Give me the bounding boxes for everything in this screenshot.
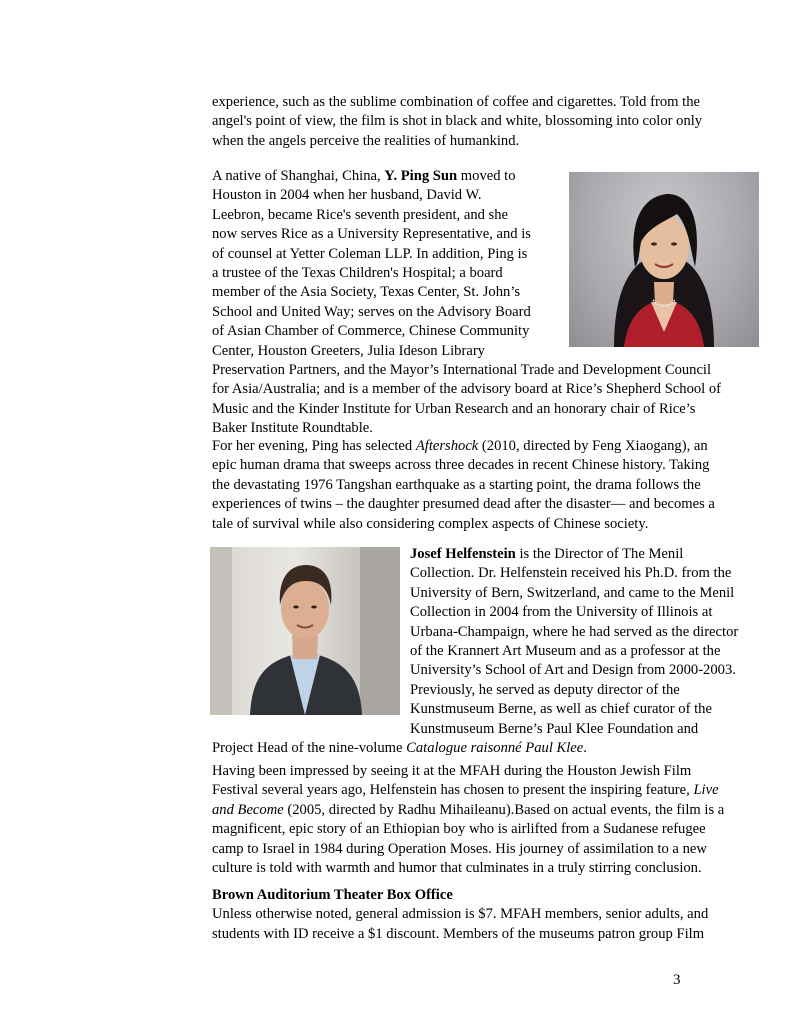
- film-title-part: Live: [693, 782, 719, 799]
- text-run: Festival several years ago, Helfenstein has chosen to present the inspiring feature,: [212, 782, 694, 799]
- text-line: [212, 801, 760, 820]
- text-run: moved to: [457, 168, 516, 184]
- text-line: when the angels perceive the realities of humankind.: [212, 132, 520, 149]
- text-run: For her evening, Ping has selected: [212, 438, 416, 454]
- text-line: culture is told with warmth and humor that culminates in a truly stirring conclusion.: [212, 860, 702, 877]
- text-line: of counsel at Yetter Coleman LLP. In addition, Ping is: [212, 245, 528, 262]
- text-line: University of Bern, Switzerland, and came to the Menil: [410, 584, 735, 601]
- page-number: 3: [673, 972, 681, 988]
- text-line: [212, 781, 760, 800]
- film-title-aftershock: Aftershock: [415, 438, 479, 454]
- text-line: [212, 167, 557, 186]
- text-line: of the Krannert Art Museum and as a professor at the: [410, 643, 721, 660]
- text-line: now serves Rice as a University Representative, and is: [212, 226, 531, 243]
- text-line: Kunstmuseum Berne, as well as chief curator of the: [410, 701, 712, 718]
- section-box-office: [212, 886, 760, 944]
- text-line: Urbana-Champaign, where he had served as the director: [410, 623, 739, 640]
- text-line: Unless otherwise noted, general admission is $7. MFAH members, senior adults, and: [212, 906, 709, 923]
- text-line: Houston in 2004 when her husband, David W.: [212, 187, 482, 204]
- text-line: [212, 437, 760, 456]
- text-run: (2010, directed by Feng Xiaogang), an: [478, 438, 708, 454]
- text-run: is the Director of The Menil: [515, 546, 684, 562]
- text-line: a trustee of the Texas Children's Hospital; a board: [212, 265, 503, 282]
- text-run: A native of Shanghai, China,: [212, 168, 385, 184]
- portrait-illustration: [569, 172, 759, 347]
- text-line: Collection. Dr. Helfenstein received his Ph.D. from the: [410, 565, 732, 582]
- text-line: Music and the Kinder Institute for Urban Research and an honorary chair of Rice’s: [212, 400, 696, 417]
- section-heading: Brown Auditorium Theater Box Office: [212, 887, 453, 903]
- text-line: University’s School of Art and Design from 2000-2003.: [410, 662, 736, 679]
- text-line: member of the Asia Society, Texas Center, St. John’s: [212, 284, 521, 301]
- portrait-photo-ping-sun: [569, 172, 759, 347]
- text-line: Preservation Partners, and the Mayor’s International Trade and Development Council: [212, 362, 712, 379]
- text-line: epic human drama that sweeps across three decades in recent Chinese history. Taking: [212, 457, 710, 474]
- paragraph-aftershock: [212, 437, 760, 534]
- paragraph-josef-helfenstein-bio: [212, 545, 760, 758]
- text-run: .: [583, 740, 587, 757]
- person-name-ping-sun: Y. Ping Sun: [384, 168, 458, 184]
- text-line: [212, 545, 760, 564]
- text-line: angel's point of view, the film is shot in black and white, blossoming into color only: [212, 113, 703, 130]
- text-line: experience, such as the sublime combination of coffee and cigarettes. Told from the: [212, 94, 700, 110]
- text-line: [212, 739, 760, 758]
- publication-title: Catalogue raisonné Paul Klee: [406, 740, 584, 757]
- text-line: the devastating 1976 Tangshan earthquake as a starting point, the drama follows the: [212, 476, 701, 493]
- text-line: Baker Institute Roundtable.: [212, 420, 373, 437]
- paragraph-live-and-become: [212, 762, 760, 878]
- text-line: of Asian Chamber of Commerce, Chinese Community: [212, 323, 530, 340]
- text-line: Previously, he served as deputy director of the: [410, 681, 680, 698]
- text-line: camp to Israel in 1984 during Operation Moses. His journey of assimilation to a new: [212, 840, 707, 857]
- text-line: magnificent, epic story of an Ethiopian boy who is airlifted from a Sudanese refugee: [212, 821, 706, 838]
- text-line: Center, Houston Greeters, Julia Ideson Library: [212, 342, 485, 359]
- text-run: (2005, directed by Radhu Mihaileanu).Based on actual events, the film is a: [283, 801, 725, 818]
- text-line: experiences of twins – the daughter presumed dead after the disaster— and becomes a: [212, 496, 715, 513]
- text-line: Having been impressed by seeing it at the MFAH during the Houston Jewish Film: [212, 763, 692, 779]
- film-title-part: and Become: [212, 801, 284, 818]
- text-line: students with ID receive a $1 discount. Members of the museums patron group Film: [212, 925, 705, 942]
- text-line: for Asia/Australia; and is a member of the advisory board at Rice’s Shepherd School of: [212, 381, 722, 398]
- person-name-josef-helfenstein: Josef Helfenstein: [410, 546, 516, 562]
- text-line: Leebron, became Rice's seventh president, and she: [212, 206, 509, 223]
- text-line: tale of survival while also considering complex aspects of Chinese society.: [212, 515, 649, 532]
- paragraph-wings-of-desire-summary: [212, 93, 760, 151]
- text-run: Project Head of the nine-volume: [212, 740, 407, 757]
- text-line: School and United Way; serves on the Advisory Board: [212, 303, 531, 320]
- text-line: Collection in 2004 from the University of Illinois at: [410, 604, 713, 621]
- text-line: Kunstmuseum Berne’s Paul Klee Foundation and: [410, 720, 699, 737]
